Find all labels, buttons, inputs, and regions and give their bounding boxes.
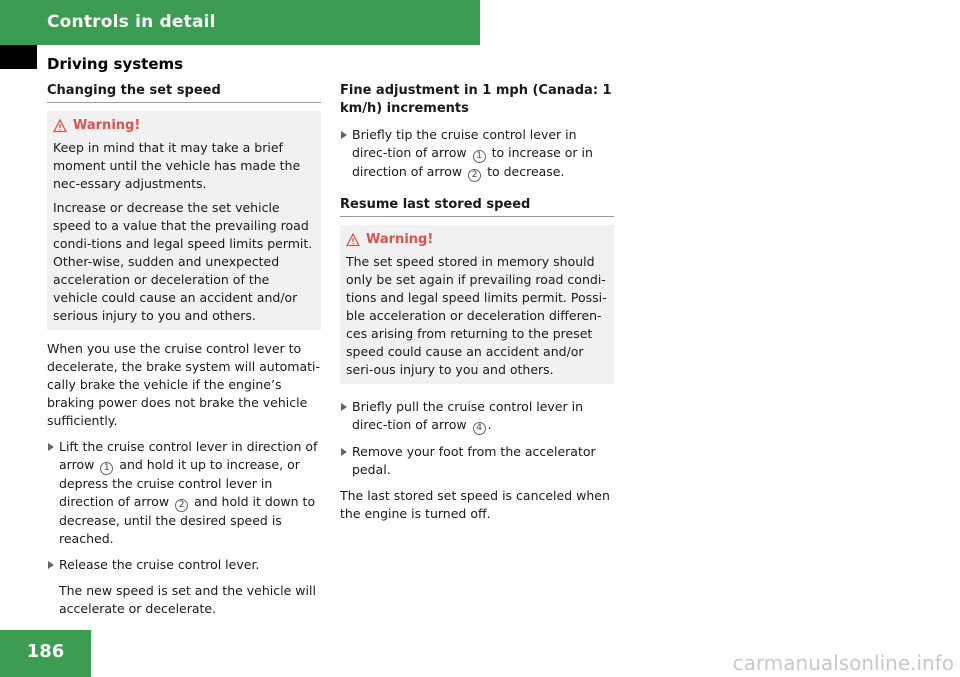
warning-box-left — [47, 111, 321, 330]
bullet-triangle-icon — [341, 403, 347, 411]
instruction-bullet — [340, 398, 614, 435]
chapter-title: Controls in detail — [47, 12, 216, 32]
warning-title — [53, 117, 315, 135]
instruction-bullet — [340, 126, 614, 182]
warning-title-text: Warning! — [73, 118, 141, 133]
canceled-paragraph: The last stored set speed is canceled when the engine is turned off. — [340, 488, 610, 521]
arrow-number-1: 1 — [100, 462, 113, 475]
arrow-number-2: 2 — [175, 499, 188, 512]
fine-adjustment-heading: Fine adjustment in 1 mph (Canada: 1 km/h) increments — [340, 83, 612, 116]
warning-title — [346, 231, 608, 249]
bullet-text: Briefly tip the cruise control lever in direc-tion of arrow — [352, 127, 577, 160]
right-column — [340, 82, 614, 531]
arrow-number-2: 2 — [468, 169, 481, 182]
warning-box-right — [340, 225, 614, 384]
warning-paragraph: The set speed stored in memory should only be set again if prevailing road condi-tions and legal speed limits permit. Possi-ble acceleration or deceleration differen-ces arising from returning to the preset speed could cause an accident and/or seri-ous injury to you and others. — [346, 254, 607, 377]
bullet-text: and hold it down to decrease, until the desired speed is reached. — [59, 494, 316, 546]
resume-speed-heading: Resume last stored speed — [340, 196, 614, 217]
page-number-box — [0, 630, 91, 677]
bullet-triangle-icon — [48, 561, 54, 569]
section-title: Driving systems — [47, 55, 184, 73]
bullet-text: Lift the cruise control lever in direction of arrow — [59, 439, 318, 472]
bullet-triangle-icon — [341, 448, 347, 456]
warning-paragraph: Increase or decrease the set vehicle speed to a value that the prevailing road condi-tions and legal speed limits permit. Other-wise, sudden and unexpected acceleration or deceleration of the vehicle could cause an accident and/or serious injury to you and others. — [53, 200, 313, 323]
brake-paragraph: When you use the cruise control lever to decelerate, the brake system will automati-cally brake the vehicle if the engine’s braking power does not brake the vehicle sufficiently. — [47, 341, 320, 428]
bullet-text: and hold it up to increase, or depress the cruise control lever in direction of arrow — [59, 457, 300, 509]
bullet-text: Remove your foot from the accelerator pedal. — [352, 444, 596, 477]
section-marker — [0, 45, 37, 69]
page-number: 186 — [26, 641, 65, 662]
bullet-text: . — [487, 417, 492, 432]
watermark: carmanualsonline.info — [732, 651, 954, 675]
warning-triangle-icon — [346, 233, 360, 247]
bullet-triangle-icon — [341, 131, 347, 139]
bullet-triangle-icon — [48, 443, 54, 451]
warning-paragraph: Keep in mind that it may take a brief moment until the vehicle has made the nec-essary adjustments. — [53, 140, 301, 191]
changing-set-speed-heading: Changing the set speed — [47, 82, 321, 103]
bullet-text: Release the cruise control lever. — [59, 557, 260, 572]
bullet-text: to decrease. — [487, 164, 565, 179]
instruction-bullet — [340, 443, 614, 479]
warning-triangle-icon — [53, 119, 67, 133]
bullet-text: Briefly pull the cruise control lever in direc-tion of arrow — [352, 399, 584, 432]
arrow-number-1: 1 — [473, 150, 486, 163]
instruction-bullet — [47, 556, 321, 574]
warning-title-text: Warning! — [366, 232, 434, 247]
instruction-bullet — [47, 438, 321, 548]
arrow-number-4: 4 — [473, 422, 486, 435]
result-text: The new speed is set and the vehicle will accelerate or decelerate. — [59, 583, 316, 616]
bullet-text: to increase or in direction of arrow — [352, 145, 593, 179]
left-column — [47, 82, 321, 626]
